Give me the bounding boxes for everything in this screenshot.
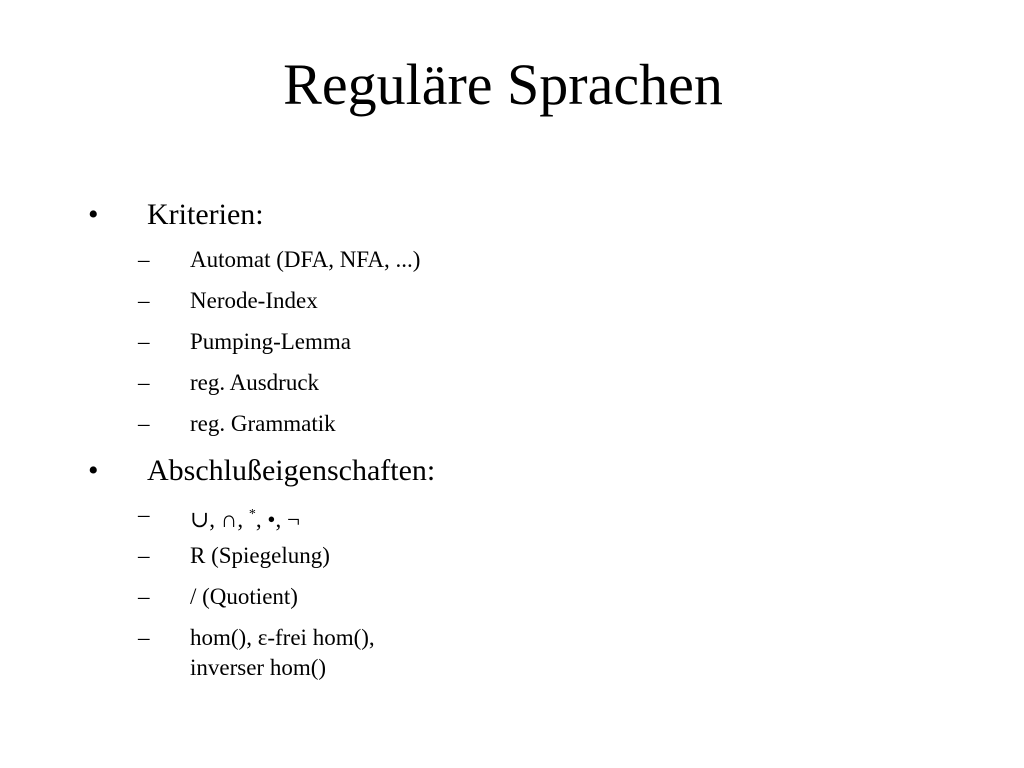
section-heading: Abschlußeigenschaften:	[147, 454, 436, 487]
list-item-label: Pumping-Lemma	[190, 329, 351, 354]
list-item-line: hom(), ε-frei hom(),	[190, 625, 375, 650]
list-item-label: reg. Ausdruck	[190, 370, 320, 395]
list-item-label: R (Spiegelung)	[190, 543, 330, 568]
dash-icon: –	[138, 502, 150, 527]
list-item-label: Automat (DFA, NFA, ...)	[190, 247, 421, 272]
dash-icon: –	[138, 584, 150, 609]
dash-icon: –	[138, 370, 150, 395]
dash-icon: –	[138, 543, 150, 568]
list-item-label: reg. Grammatik	[190, 411, 336, 436]
list-item-line: inverser hom()	[190, 655, 327, 680]
kleene-star-symbol: *	[248, 507, 256, 522]
slide-title: Reguläre Sprachen	[283, 52, 723, 117]
dash-icon: –	[138, 625, 150, 650]
section-heading: Kriterien:	[147, 198, 264, 231]
dash-icon: –	[138, 288, 150, 313]
closure-operations	[190, 500, 300, 535]
dash-icon: –	[138, 247, 150, 272]
bullet-icon: •	[88, 454, 99, 487]
union-intersection-symbols: ∪, ∩,	[190, 507, 249, 532]
concat-complement-symbols: , •, ¬	[255, 507, 300, 532]
list-item-label: / (Quotient)	[190, 584, 298, 609]
list-item-label	[190, 623, 375, 683]
dash-icon: –	[138, 411, 150, 436]
dash-icon: –	[138, 329, 150, 354]
list-item-label: Nerode-Index	[190, 288, 318, 313]
bullet-icon: •	[88, 198, 99, 231]
